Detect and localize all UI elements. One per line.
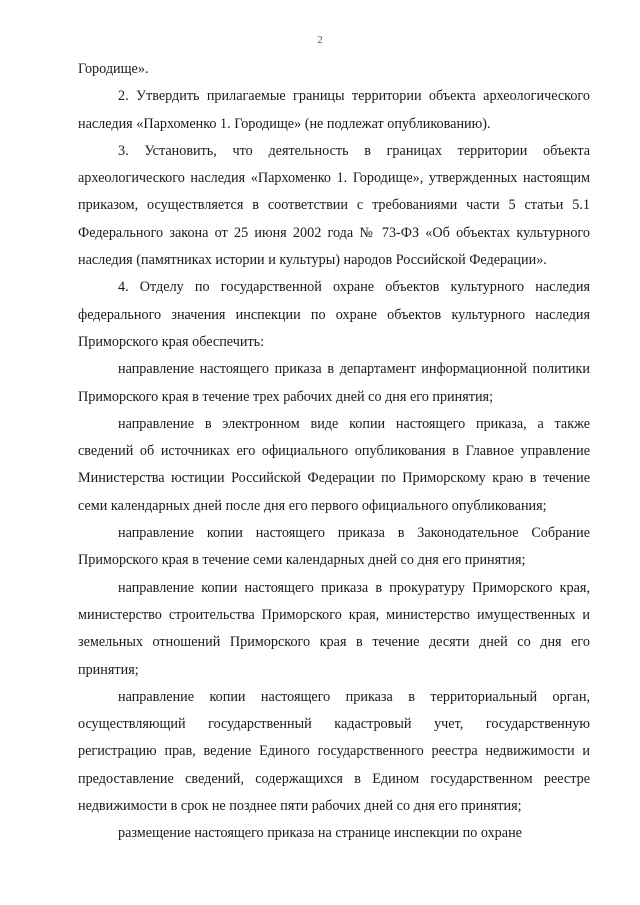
paragraph-item-2: 2. Утвердить прилагаемые границы территории объекта археологического наследия «Пархоменко 1. Городище» (не подлежат опубликованию).: [78, 88, 590, 132]
paragraph-subitem-4: направление копии настоящего приказа в прокуратуру Приморского края, министерство строительства Приморского края, министерство имущественных и земельных отношений Приморского края в течение десяти дней со дня его принятия;: [78, 579, 590, 678]
paragraph-subitem-5: направление копии настоящего приказа в территориальный орган, осуществляющий государственный кадастровый учет, государственную регистрацию прав, ведение Единого государственного реестра недвижимости и предоставление сведений, содержащихся в Едином государственном реестре недвижимости в срок не позднее пяти рабочих дней со дня его принятия;: [78, 688, 590, 815]
paragraph-item-3: 3. Установить, что деятельность в границах территории объекта археологического наследия «Пархоменко 1. Городище», утвержденных настоящим приказом, осуществляется в соответствии с требованиями части 5 статьи 5.1 Федерального закона от 25 июня 2002 года № 73-ФЗ «Об объектах культурного наследия (памятниках истории и культуры) народов Российской Федерации».: [78, 142, 590, 269]
paragraph-subitem-1: направление настоящего приказа в департамент информационной политики Приморского края в течение трех рабочих дней со дня его принятия;: [78, 361, 590, 405]
page-number: 2: [317, 34, 323, 46]
paragraph-subitem-3: направление копии настоящего приказа в Законодательное Собрание Приморского края в течение семи календарных дней со дня его принятия;: [78, 525, 590, 569]
paragraph-item-4: 4. Отделу по государственной охране объектов культурного наследия федерального значения инспекции по охране объектов культурного наследия Приморского края обеспечить:: [78, 279, 590, 350]
paragraph-subitem-6: размещение настоящего приказа на странице инспекции по охране: [118, 825, 522, 842]
paragraph-subitem-2: направление в электронном виде копии настоящего приказа, а также сведений об источниках его официального опубликования в Главное управление Министерства юстиции Российской Федерации по Приморскому краю в течение семи календарных дней после дня его первого официального опубликования;: [78, 415, 590, 514]
paragraph-continuation: Городище».: [78, 61, 149, 77]
document-body: [78, 56, 590, 848]
